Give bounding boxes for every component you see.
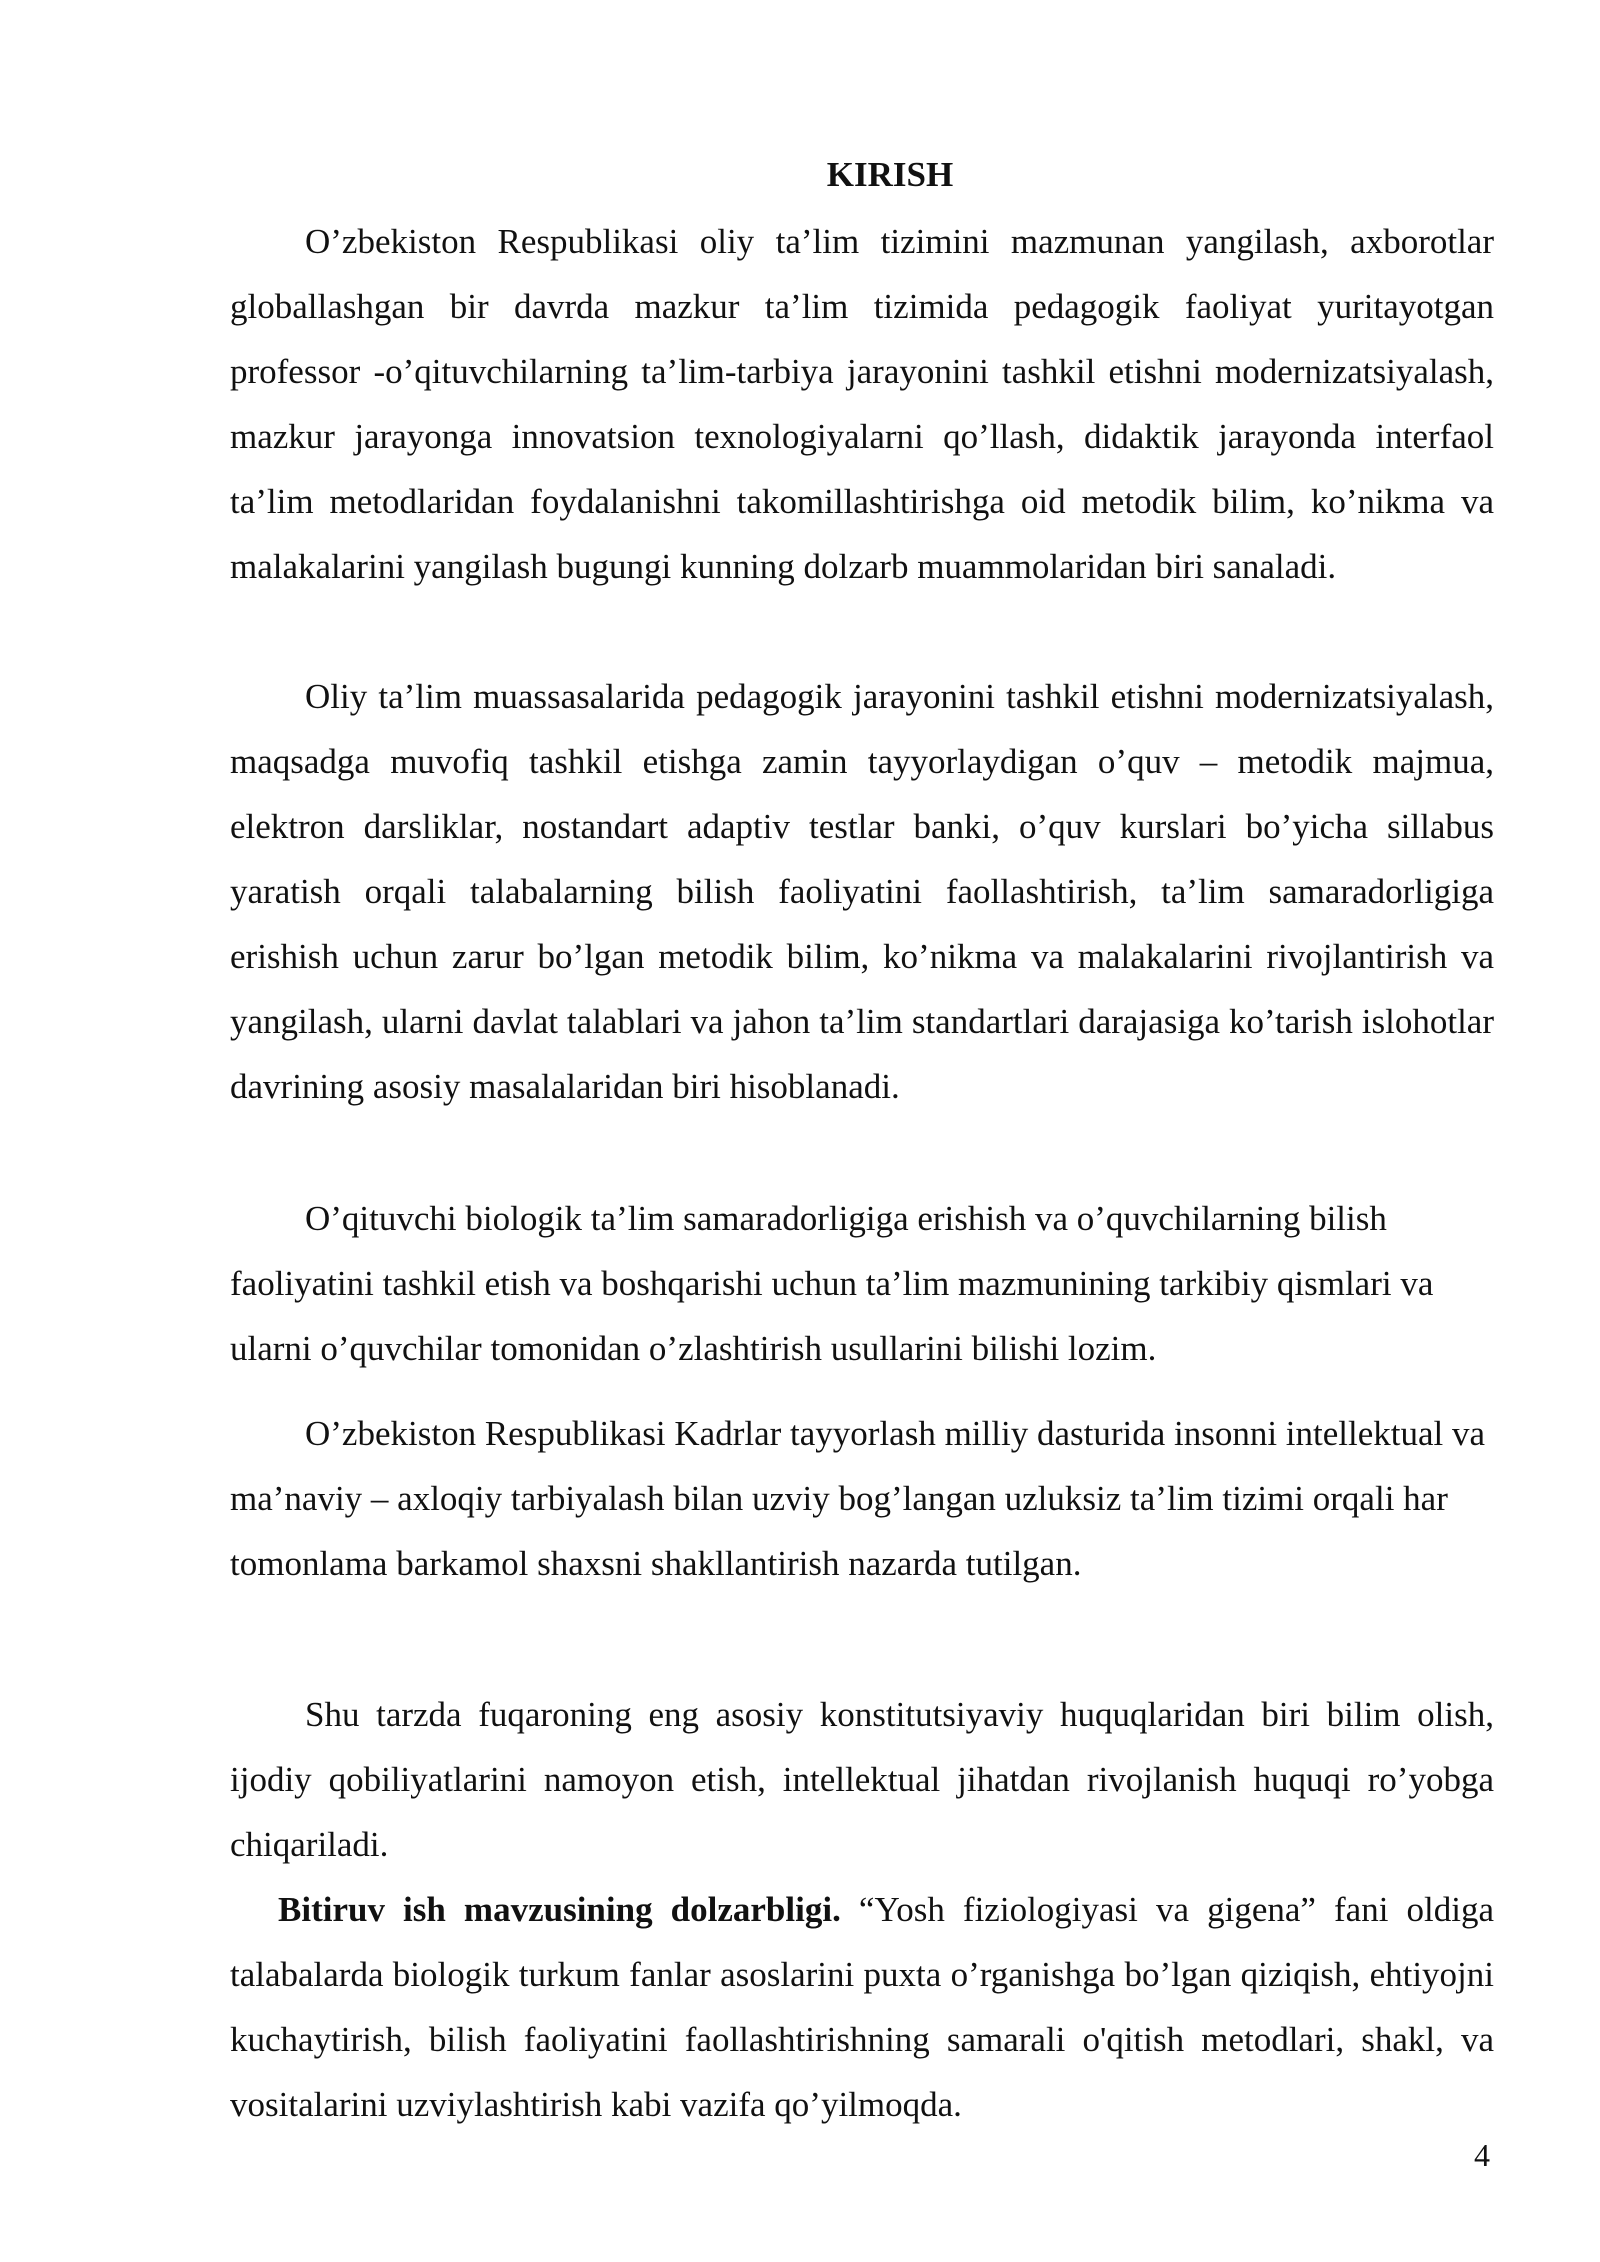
paragraph-relevance [230, 1877, 1494, 2137]
paragraph-intro: O’zbekiston Respublikasi oliy ta’lim tizimini mazmunan yangilash, axborotlar globallashgan bir davrda mazkur ta’lim tizimida pedagogik faoliyat yuritayotgan professor -o’qituvchilarning ta’lim-tarbiya jarayonini tashkil etishni modernizatsiyalash, mazkur jarayonga innovatsion texnologiyalarni qo’llash, didaktik jarayonda interfaol ta’lim metodlaridan foydalanishni takomillashtirishga oid metodik bilim, ko’nikma va malakalarini yangilash bugungi kunning dolzarb muammolaridan biri sanaladi. [230, 222, 1494, 586]
paragraph-national-program: O’zbekiston Respublikasi Kadrlar tayyorlash milliy dasturida insonni intellektual va ma’naviy – axloqiy tarbiyalash bilan uzviy bog’langan uzluksiz ta’lim tizimi orqali har tomonlama barkamol shaxsni shakllantirish nazarda tutilgan. [230, 1414, 1486, 1583]
page-title: KIRISH [826, 155, 954, 194]
paragraph-constitutional-rights: Shu tarzda fuqaroning eng asosiy konstitutsiyaviy huquqlaridan biri bilim olish, ijodiy qobiliyatlarini namoyon etish, intellektual jihatdan rivojlanish huquqi ro’yobga chiqariladi. [230, 1695, 1494, 1864]
page-number: 4 [1474, 2137, 1490, 2173]
relevance-text: “Yosh fiziologiyasi va gigena” fani oldiga talabalarda biologik turkum fanlar asoslarini puxta o’rganishga bo’lgan qiziqish, ehtiyojni kuchaytirish, bilish faoliyatini faollashtirishning samarali o'qitish metodlari, shakl, va vositalarini uzviylashtirish kabi vazifa qo’yilmoqda. [230, 1890, 1495, 2124]
relevance-heading: Bitiruv ish mavzusining dolzarbligi. [278, 1890, 841, 1929]
paragraph-higher-education: Oliy ta’lim muassasalarida pedagogik jarayonini tashkil etishni modernizatsiyalash, maqsadga muvofiq tashkil etishga zamin tayyorlaydigan o’quv – metodik majmua, elektron darsliklar, nostandart adaptiv testlar banki, o’quv kurslari bo’yicha sillabus yaratish orqali talabalarning bilish faoliyatini faollashtirish, ta’lim samaradorligiga erishish uchun zarur bo’lgan metodik bilim, ko’nikma va malakalarini rivojlantirish va yangilash, ularni davlat talablari va jahon ta’lim standartlari darajasiga ko’tarish islohotlar davrining asosiy masalalaridan biri hisoblanadi. [230, 677, 1494, 1106]
paragraph-teacher: O’qituvchi biologik ta’lim samaradorligiga erishish va o’quvchilarning bilish faoliyatini tashkil etish va boshqarishi uchun ta’lim mazmunining tarkibiy qismlari va ularni o’quvchilar tomonidan o’zlashtirish usullarini bilishi lozim. [230, 1199, 1434, 1368]
